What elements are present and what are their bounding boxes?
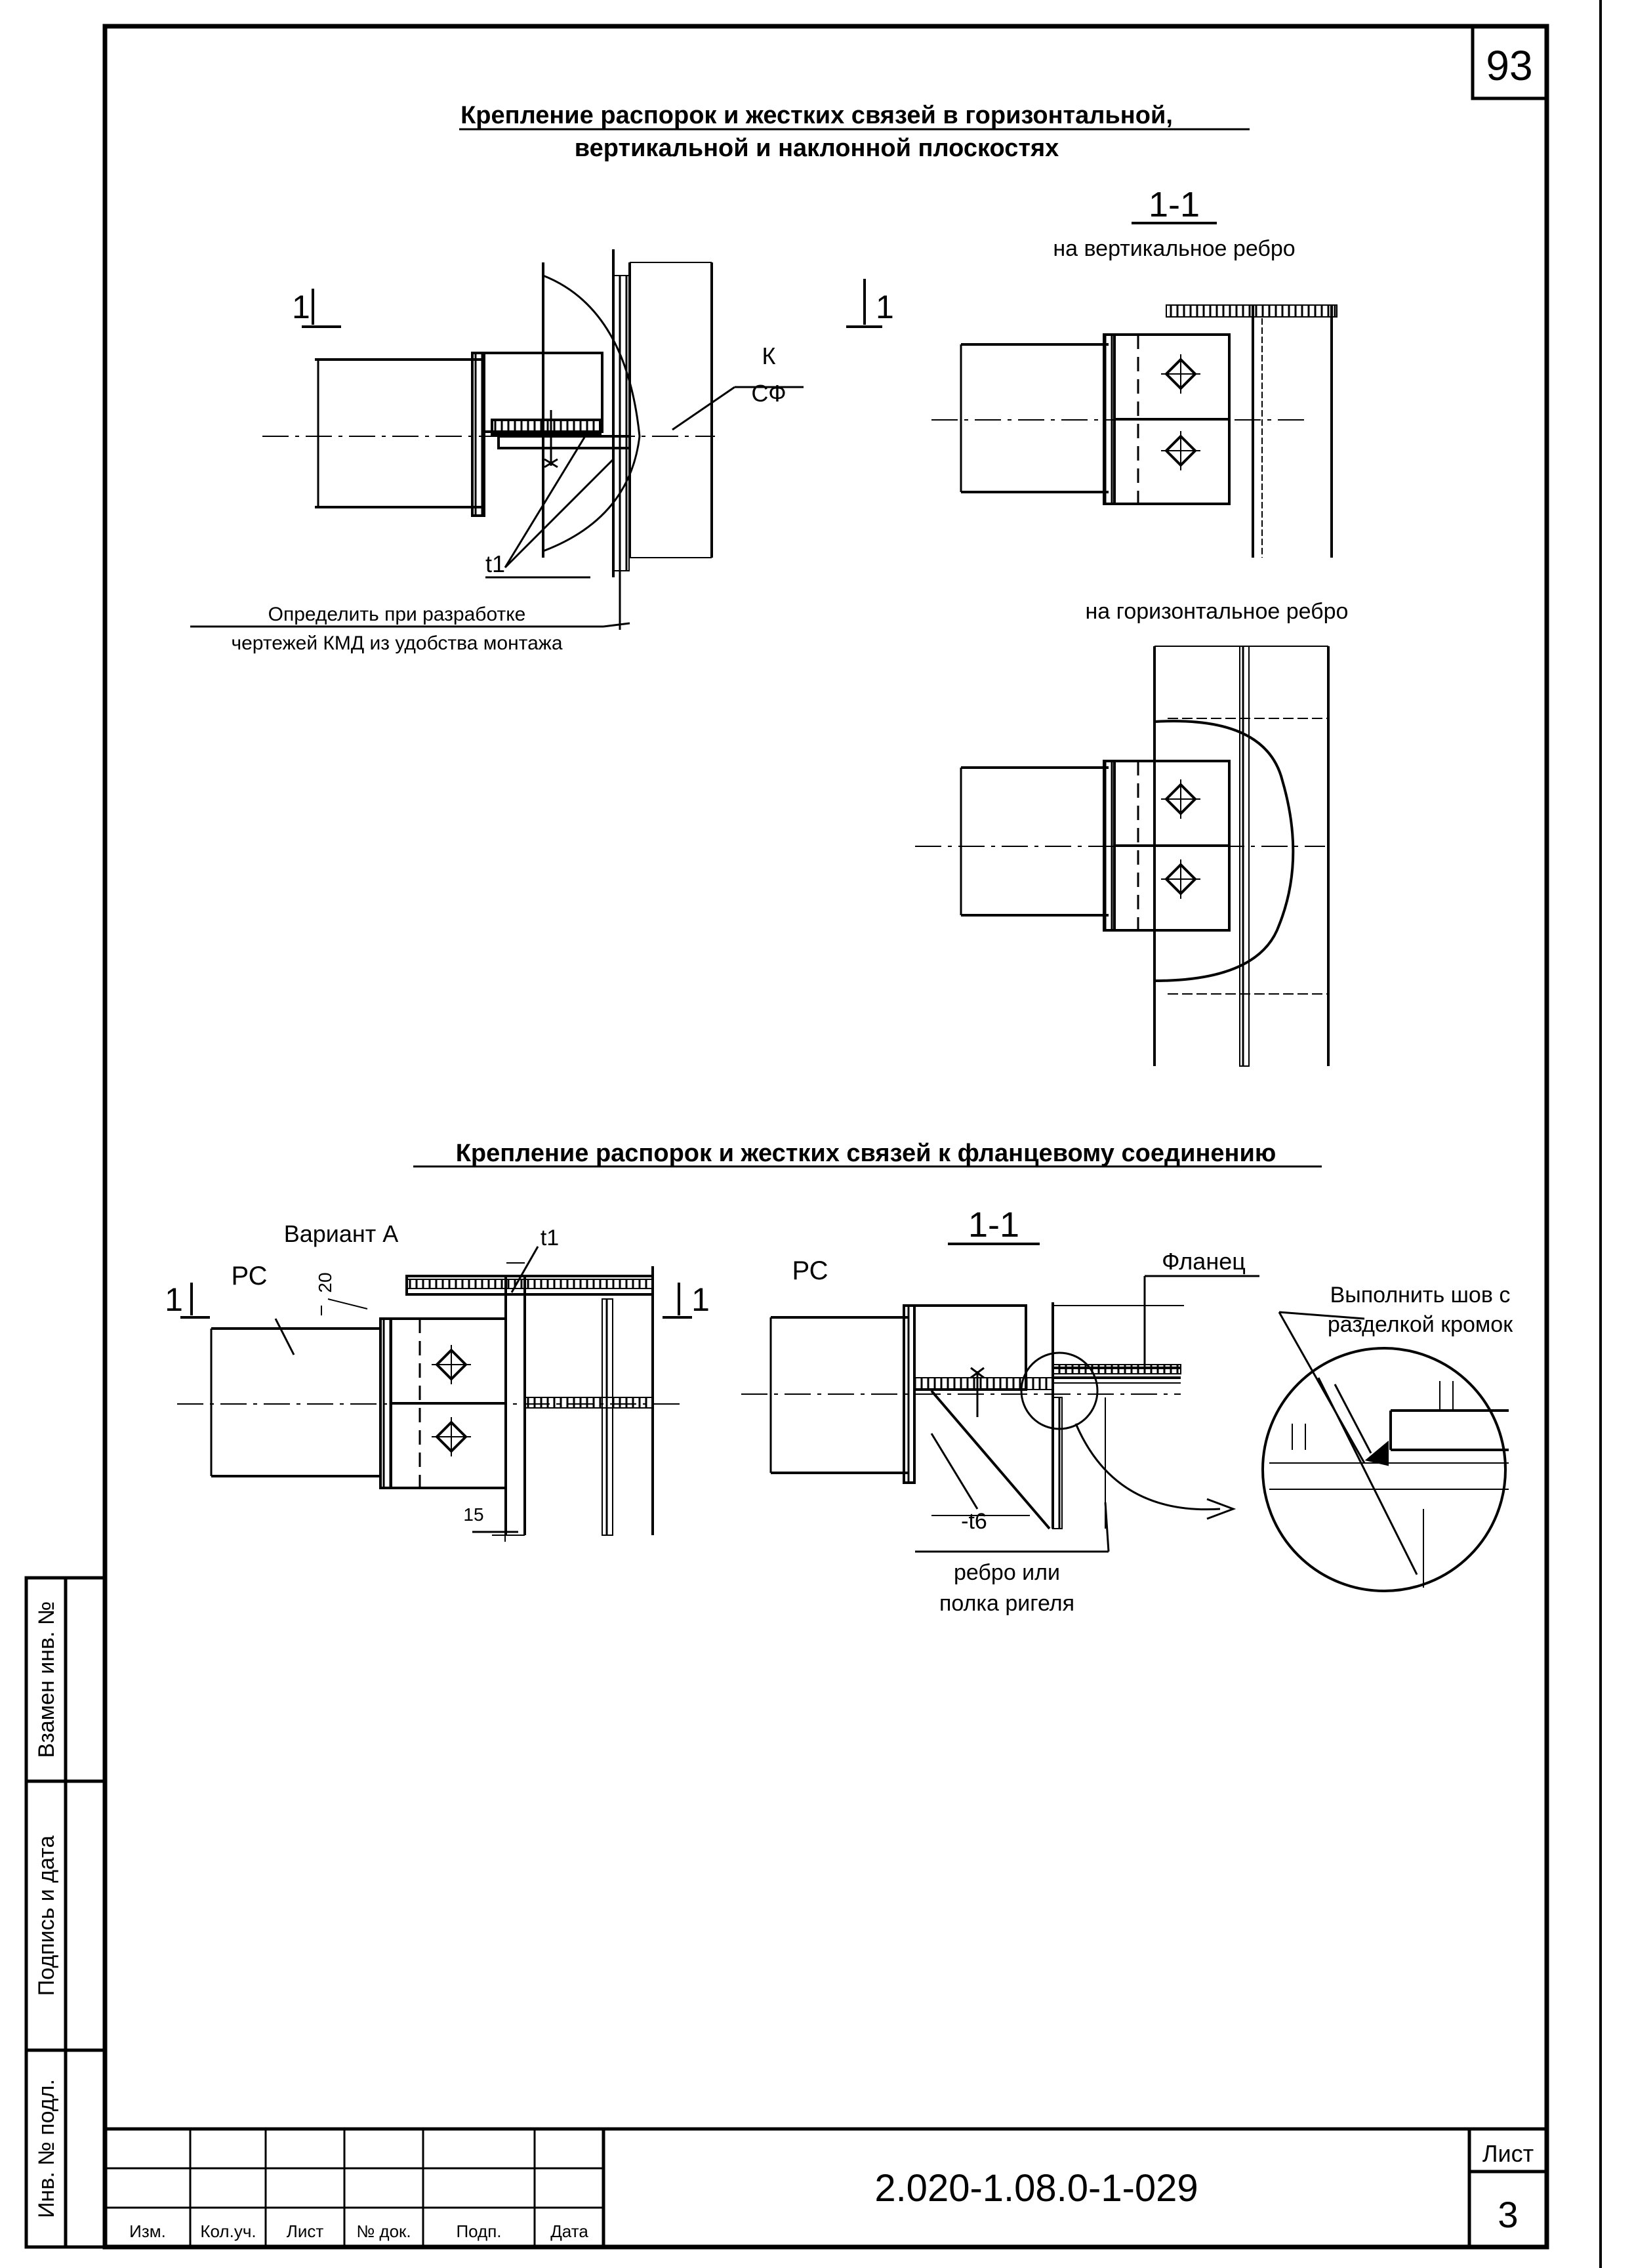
- section-mark-a-left: 1: [165, 1281, 183, 1318]
- note-line-1: Определить при разработке: [268, 604, 526, 625]
- col-kolich: Кол.уч.: [200, 2221, 256, 2241]
- section-bottom-label: 1-1: [968, 1205, 1020, 1245]
- stamp-signature-date: Подпись и дата: [34, 1835, 59, 1996]
- page-number: 93: [1486, 42, 1533, 89]
- document-code: 2.020-1.08.0-1-029: [874, 2167, 1198, 2210]
- rs-label-b: РС: [792, 1256, 828, 1285]
- rib-note-1: ребро или: [954, 1560, 1060, 1585]
- rib-note-2: полка ригеля: [939, 1591, 1074, 1616]
- section-mark-a-right: 1: [691, 1281, 710, 1318]
- section-mark-left: 1: [292, 289, 310, 325]
- section-mark-right: 1: [876, 289, 894, 325]
- weld-note-2: разделкой кромок: [1327, 1312, 1513, 1337]
- section-horizontal-rib: [915, 646, 1328, 1066]
- caption-vertical-rib: на вертикальное ребро: [1053, 236, 1296, 261]
- variant-a-detail: [177, 1247, 692, 1542]
- title-line-2: вертикальной и наклонной плоскостях: [574, 134, 1059, 162]
- rs-label-a: РС: [231, 1262, 268, 1290]
- weld-sf-label: СФ: [751, 380, 786, 407]
- section-vertical-rib: [931, 305, 1337, 558]
- title-line-1: Крепление распорок и жестких связей в горизонтальной,: [460, 102, 1173, 129]
- col-date: Дата: [550, 2221, 588, 2241]
- caption-horizontal-rib: на горизонтальное ребро: [1085, 599, 1349, 624]
- sheet-label: Лист: [1482, 2140, 1534, 2167]
- dim-15-label: 15: [463, 1504, 484, 1525]
- col-list: Лист: [286, 2221, 324, 2241]
- col-doc: № док.: [356, 2221, 411, 2241]
- col-sign: Подп.: [456, 2221, 502, 2241]
- t6-label: -t6: [961, 1509, 987, 1534]
- col-izm: Изм.: [129, 2221, 166, 2241]
- stamp-inv-original: Инв. № подл.: [34, 2079, 59, 2218]
- dim-20-label: 20: [315, 1272, 335, 1293]
- flange-label: Фланец: [1162, 1248, 1246, 1275]
- note-line-2: чертежей КМД из удобства монтажа: [231, 632, 563, 654]
- variant-a-title: Вариант А: [283, 1220, 399, 1247]
- stamp-replaced-inv: Взамен инв. №: [34, 1601, 59, 1758]
- sheet-number: 3: [1498, 2194, 1519, 2235]
- t1-label-top: t1: [485, 550, 506, 577]
- sheet-frame: [105, 0, 1601, 2268]
- weld-note-1: Выполнить шов с: [1330, 1283, 1511, 1308]
- section-top-label: 1-1: [1148, 185, 1200, 224]
- t1-label-a: t1: [540, 1226, 560, 1250]
- title-flange: Крепление распорок и жестких связей к фланцевому соединению: [455, 1140, 1277, 1167]
- weld-k-label: К: [762, 342, 776, 369]
